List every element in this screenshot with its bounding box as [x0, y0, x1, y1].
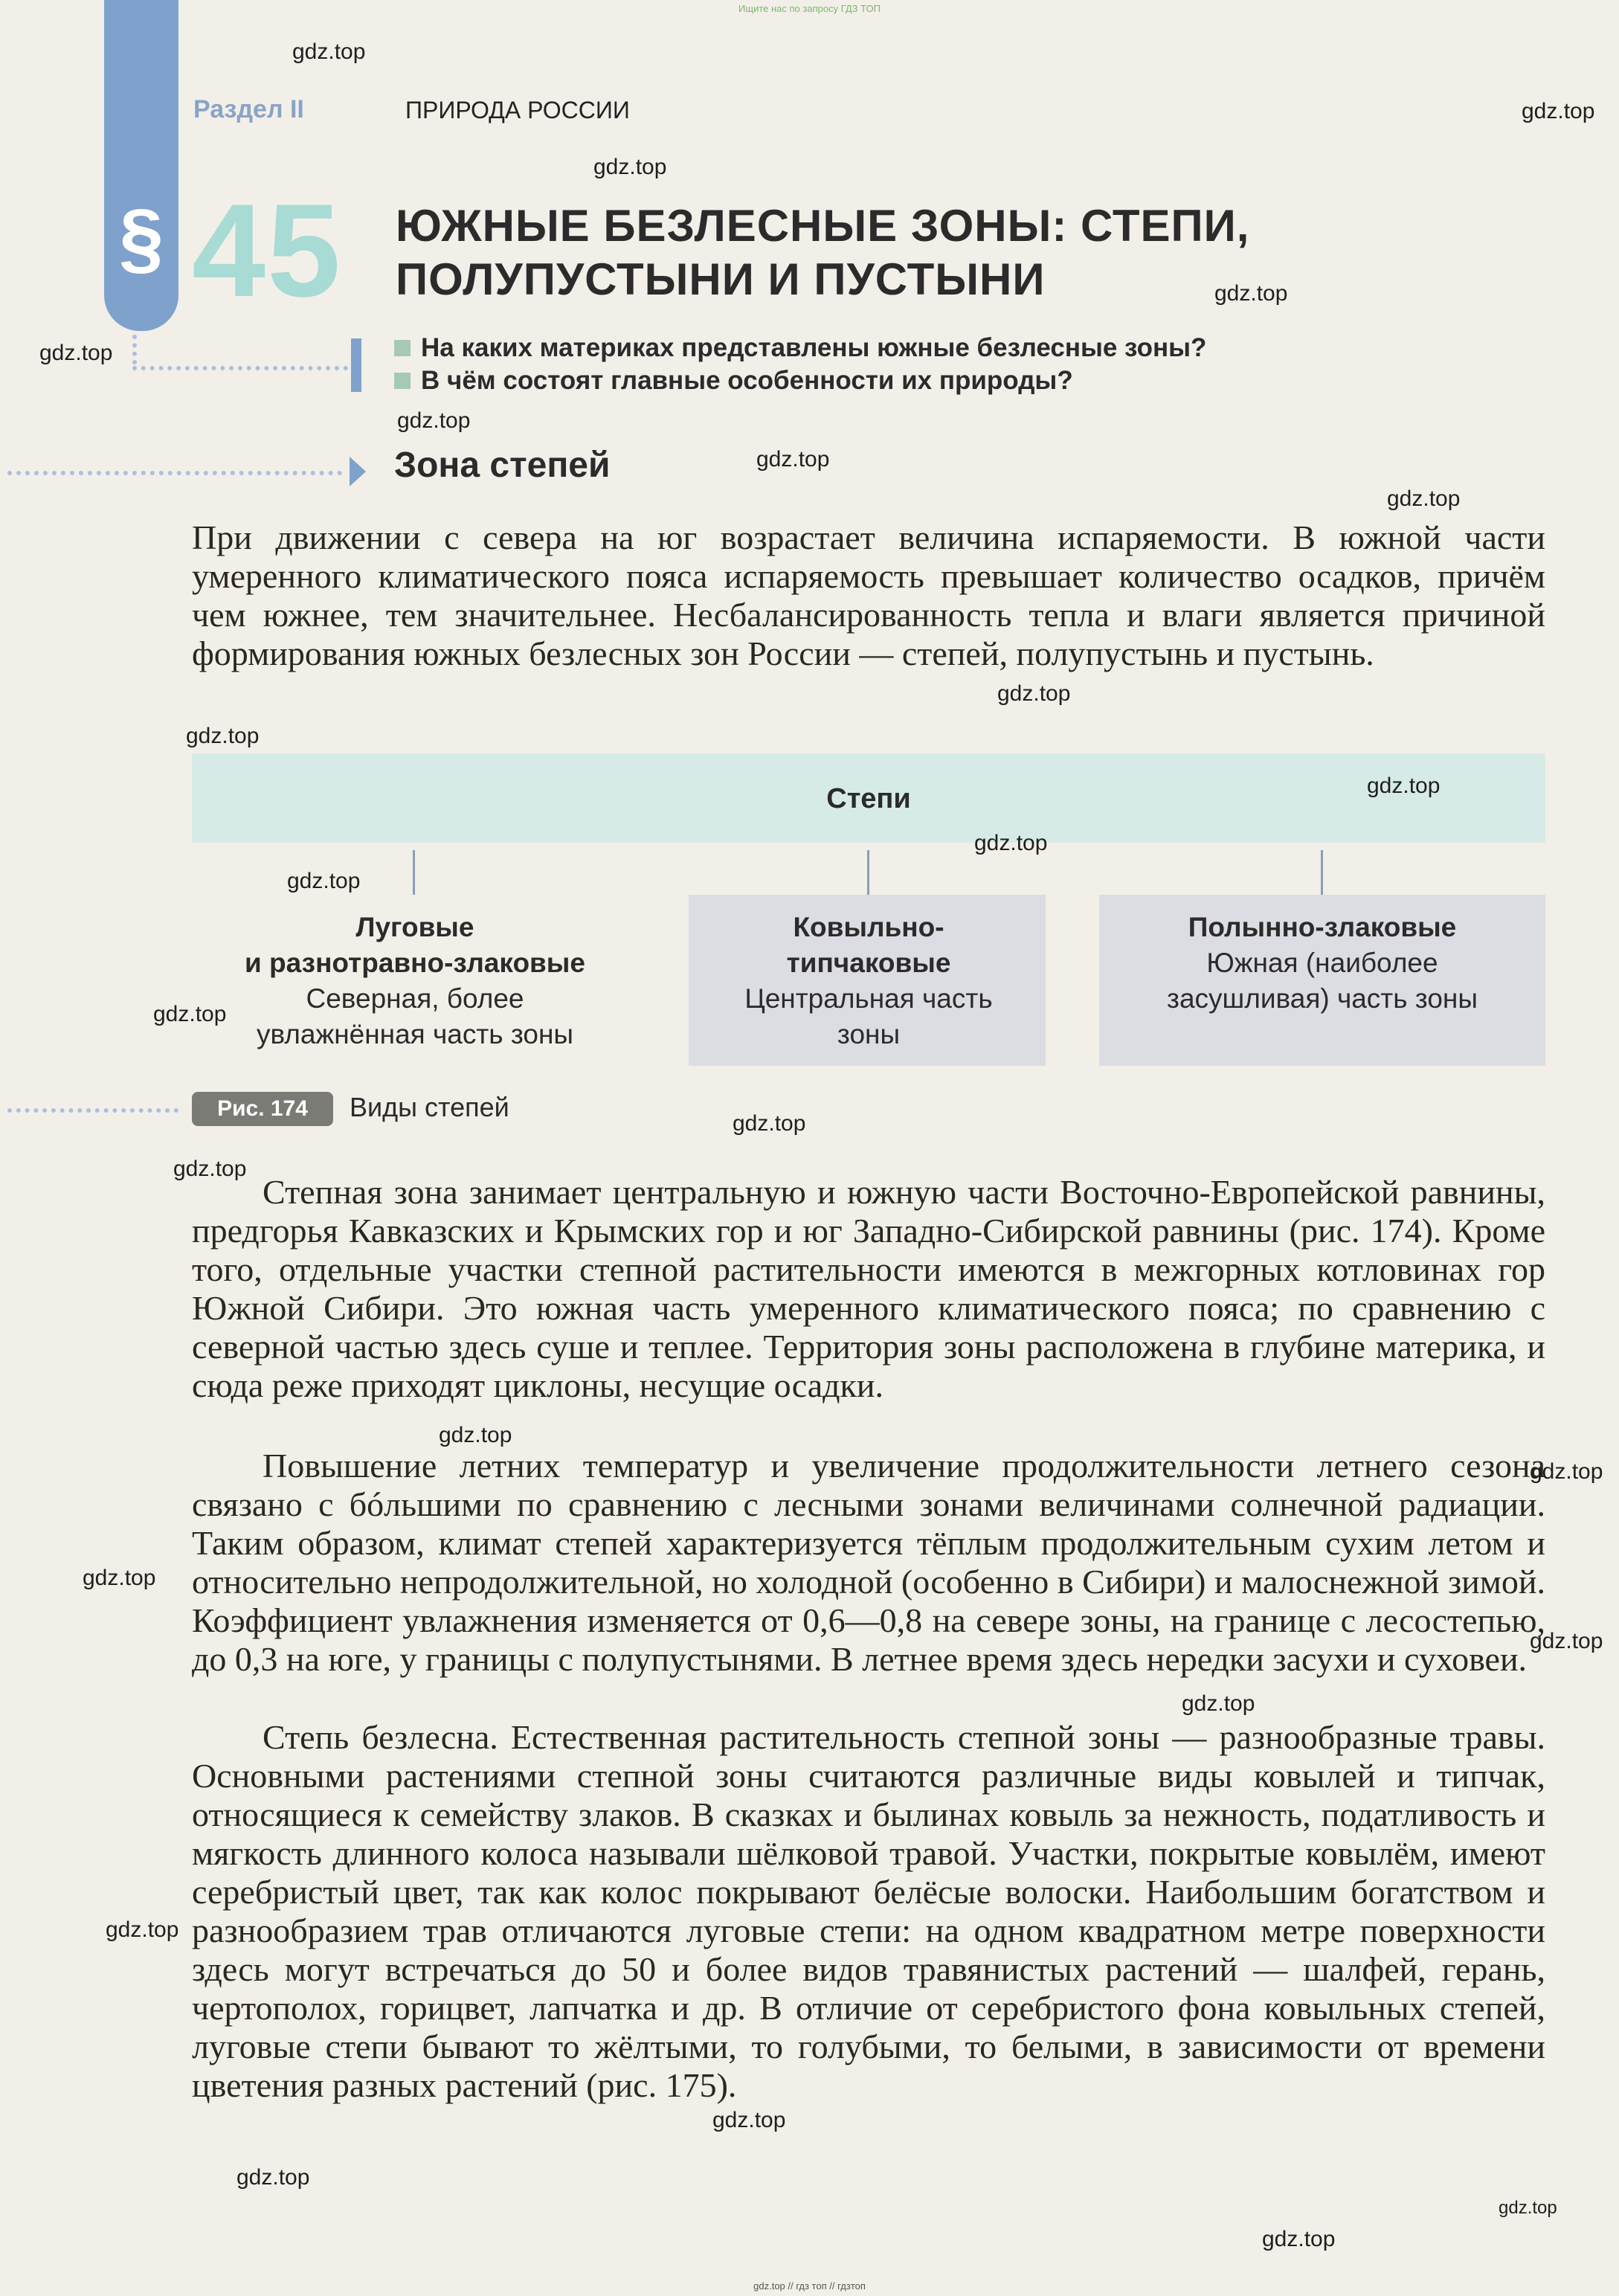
diagram-item-desc: засушливая) часть зоны [1167, 983, 1478, 1014]
question [394, 366, 1073, 396]
watermark: gdz.top [974, 831, 1048, 855]
diagram-item-desc: зоны [837, 1019, 901, 1049]
bullet-square-icon [394, 373, 411, 389]
watermark: gdz.top [756, 447, 830, 472]
watermark: gdz.top [236, 2165, 310, 2190]
watermark: gdz.top [1367, 774, 1441, 798]
steppe-types-diagram [192, 753, 1545, 1066]
dotted-divider [132, 335, 137, 364]
title-line: ПОЛУПУСТЫНИ И ПУСТЫНИ [396, 254, 1046, 304]
diagram-item-name: и разнотравно-злаковые [245, 948, 585, 978]
intro-paragraph: При движении с севера на юг возрастает величина испаряемости. В южной части умеренного климатического пояса испаряемость превышает количество осадков, причём чем южнее, тем значительнее. Несбалансированность тепла и влаги является причиной формирования южных безлесных зон России — степей, полупустынь и пустынь. [192, 518, 1545, 672]
watermark: gdz.top [1214, 281, 1288, 306]
section-name: ПРИРОДА РОССИИ [405, 97, 630, 123]
body-paragraph: Степь безлесна. Естественная растительность степной зоны — разнообразные травы. Основными растениями степной зоны считаются различные виды ковылей и типчак, относящиеся к семейству злаков. В сказках и былинах ковыль за нежность, податливость и мягкость длинного колоса называли шёлковой травой. Участки, покрытые ковылём, имеют серебристый цвет, так как колос покрывают белёсые волоски. Наибольшим богатством и разнообразием трав отличаются луговые степи: на одном квадратном метре поверхности здесь могут встречаться до 50 и более видов травянистых растений — шалфей, герань, чертополох, горицвет, лапчатка и др. В отличие от серебристого фона ковыльных степей, луговые степи бывают то жёлтыми, то голубыми, то белыми, в зависимости от времени цветения разных растений (рис. 175). [192, 1718, 1545, 2104]
page-title [396, 199, 1511, 306]
body-paragraph: Степная зона занимает центральную и южную части Восточно-Европейской равнины, предгорья Кавказских и Крымских гор и юг Западно-Сибирской равнины (рис. 174). Кроме того, отдельные участки степной растительности имеются в межгорных котловинах гор Южной Сибири. Это южная часть умеренного климатического пояса; по сравнению с северной частью здесь суше и теплее. Территория зоны расположена в глубине материка, и сюда реже приходят циклоны, несущие осадки. [192, 1173, 1545, 1404]
watermark: gdz.top [39, 341, 113, 365]
watermark: gdz.top [712, 2108, 786, 2132]
diagram-title: Степи [826, 783, 911, 814]
dotted-divider [132, 366, 348, 370]
watermark: gdz.top [173, 1157, 247, 1181]
watermark: gdz.top [1182, 1691, 1255, 1716]
diagram-item [1099, 910, 1545, 1017]
connector-line [867, 850, 869, 895]
dotted-divider [7, 1108, 178, 1113]
question-text: На каких материках представлены южные безлесные зоны? [421, 333, 1207, 362]
question-text: В чём состоят главные особенности их природы? [421, 366, 1073, 395]
body-paragraph: Повышение летних температур и увеличение продолжительности летнего сезона связано с бóльшими по сравнению с лесными зонами величинами солнечной радиации. Таким образом, климат степей характеризуется тёплым продолжительным сухим летом и относительно непродолжительной, но холодной (особенно в Сибири) и малоснежной зимой. Коэффициент увлажнения изменяется от 0,6—0,8 на севере зоны, на границе с лесостепью, до 0,3 на юге, у границы с полупустынями. В летнее время здесь нередки засухи и суховеи. [192, 1447, 1545, 1678]
connector-line [413, 850, 415, 895]
watermark: gdz.top [1499, 2198, 1557, 2218]
title-line: ЮЖНЫЕ БЕЗЛЕСНЫЕ ЗОНЫ: СТЕПИ, [396, 201, 1250, 251]
watermark: gdz.top [1522, 99, 1595, 123]
watermark: gdz.top [1530, 1459, 1603, 1484]
diagram-item-name: Луговые [355, 912, 474, 942]
figure-caption: Виды степей [350, 1092, 509, 1122]
diagram-item-name: Полынно-злаковые [1188, 912, 1457, 942]
top-note: Ищите нас по запросу ГДЗ ТОП [738, 3, 881, 14]
bullet-square-icon [394, 340, 411, 356]
diagram-item-desc: Центральная часть [744, 983, 993, 1014]
watermark: gdz.top [287, 869, 361, 893]
paragraph-sign: § [118, 192, 164, 282]
diagram-item-desc: Южная (наиболее [1206, 948, 1438, 978]
question [394, 333, 1207, 363]
connector-line [1321, 850, 1323, 895]
diagram-item-name: Ковыльно- [793, 912, 944, 942]
watermark: gdz.top [997, 681, 1071, 706]
watermark: gdz.top [186, 724, 260, 748]
watermark: gdz.top [1530, 1629, 1603, 1653]
diagram-item-desc: Северная, более [306, 983, 524, 1014]
diagram-item [646, 910, 1092, 1052]
bottom-note: gdz.top // гдз топ // гдзтоп [753, 2280, 866, 2292]
diagram-item-name: типчаковые [786, 948, 951, 978]
watermark: gdz.top [83, 1566, 156, 1590]
diagram-item-desc: увлажнённая часть зоны [256, 1019, 573, 1049]
watermark: gdz.top [733, 1111, 806, 1136]
questions-bar [351, 338, 361, 392]
watermark: gdz.top [1387, 486, 1461, 511]
watermark: gdz.top [292, 39, 366, 64]
dotted-divider [7, 471, 342, 475]
section-label: Раздел II [193, 95, 304, 123]
watermark: gdz.top [1262, 2227, 1336, 2251]
watermark: gdz.top [153, 1002, 227, 1026]
subheading: Зона степей [394, 446, 611, 485]
arrow-right-icon [350, 457, 366, 486]
watermark: gdz.top [593, 155, 667, 179]
figure-label: Рис. 174 [192, 1092, 333, 1126]
watermark: gdz.top [106, 1917, 179, 1942]
diagram-item [192, 910, 638, 1052]
watermark: gdz.top [397, 408, 471, 433]
paragraph-number: 45 [192, 176, 342, 324]
watermark: gdz.top [439, 1423, 512, 1447]
